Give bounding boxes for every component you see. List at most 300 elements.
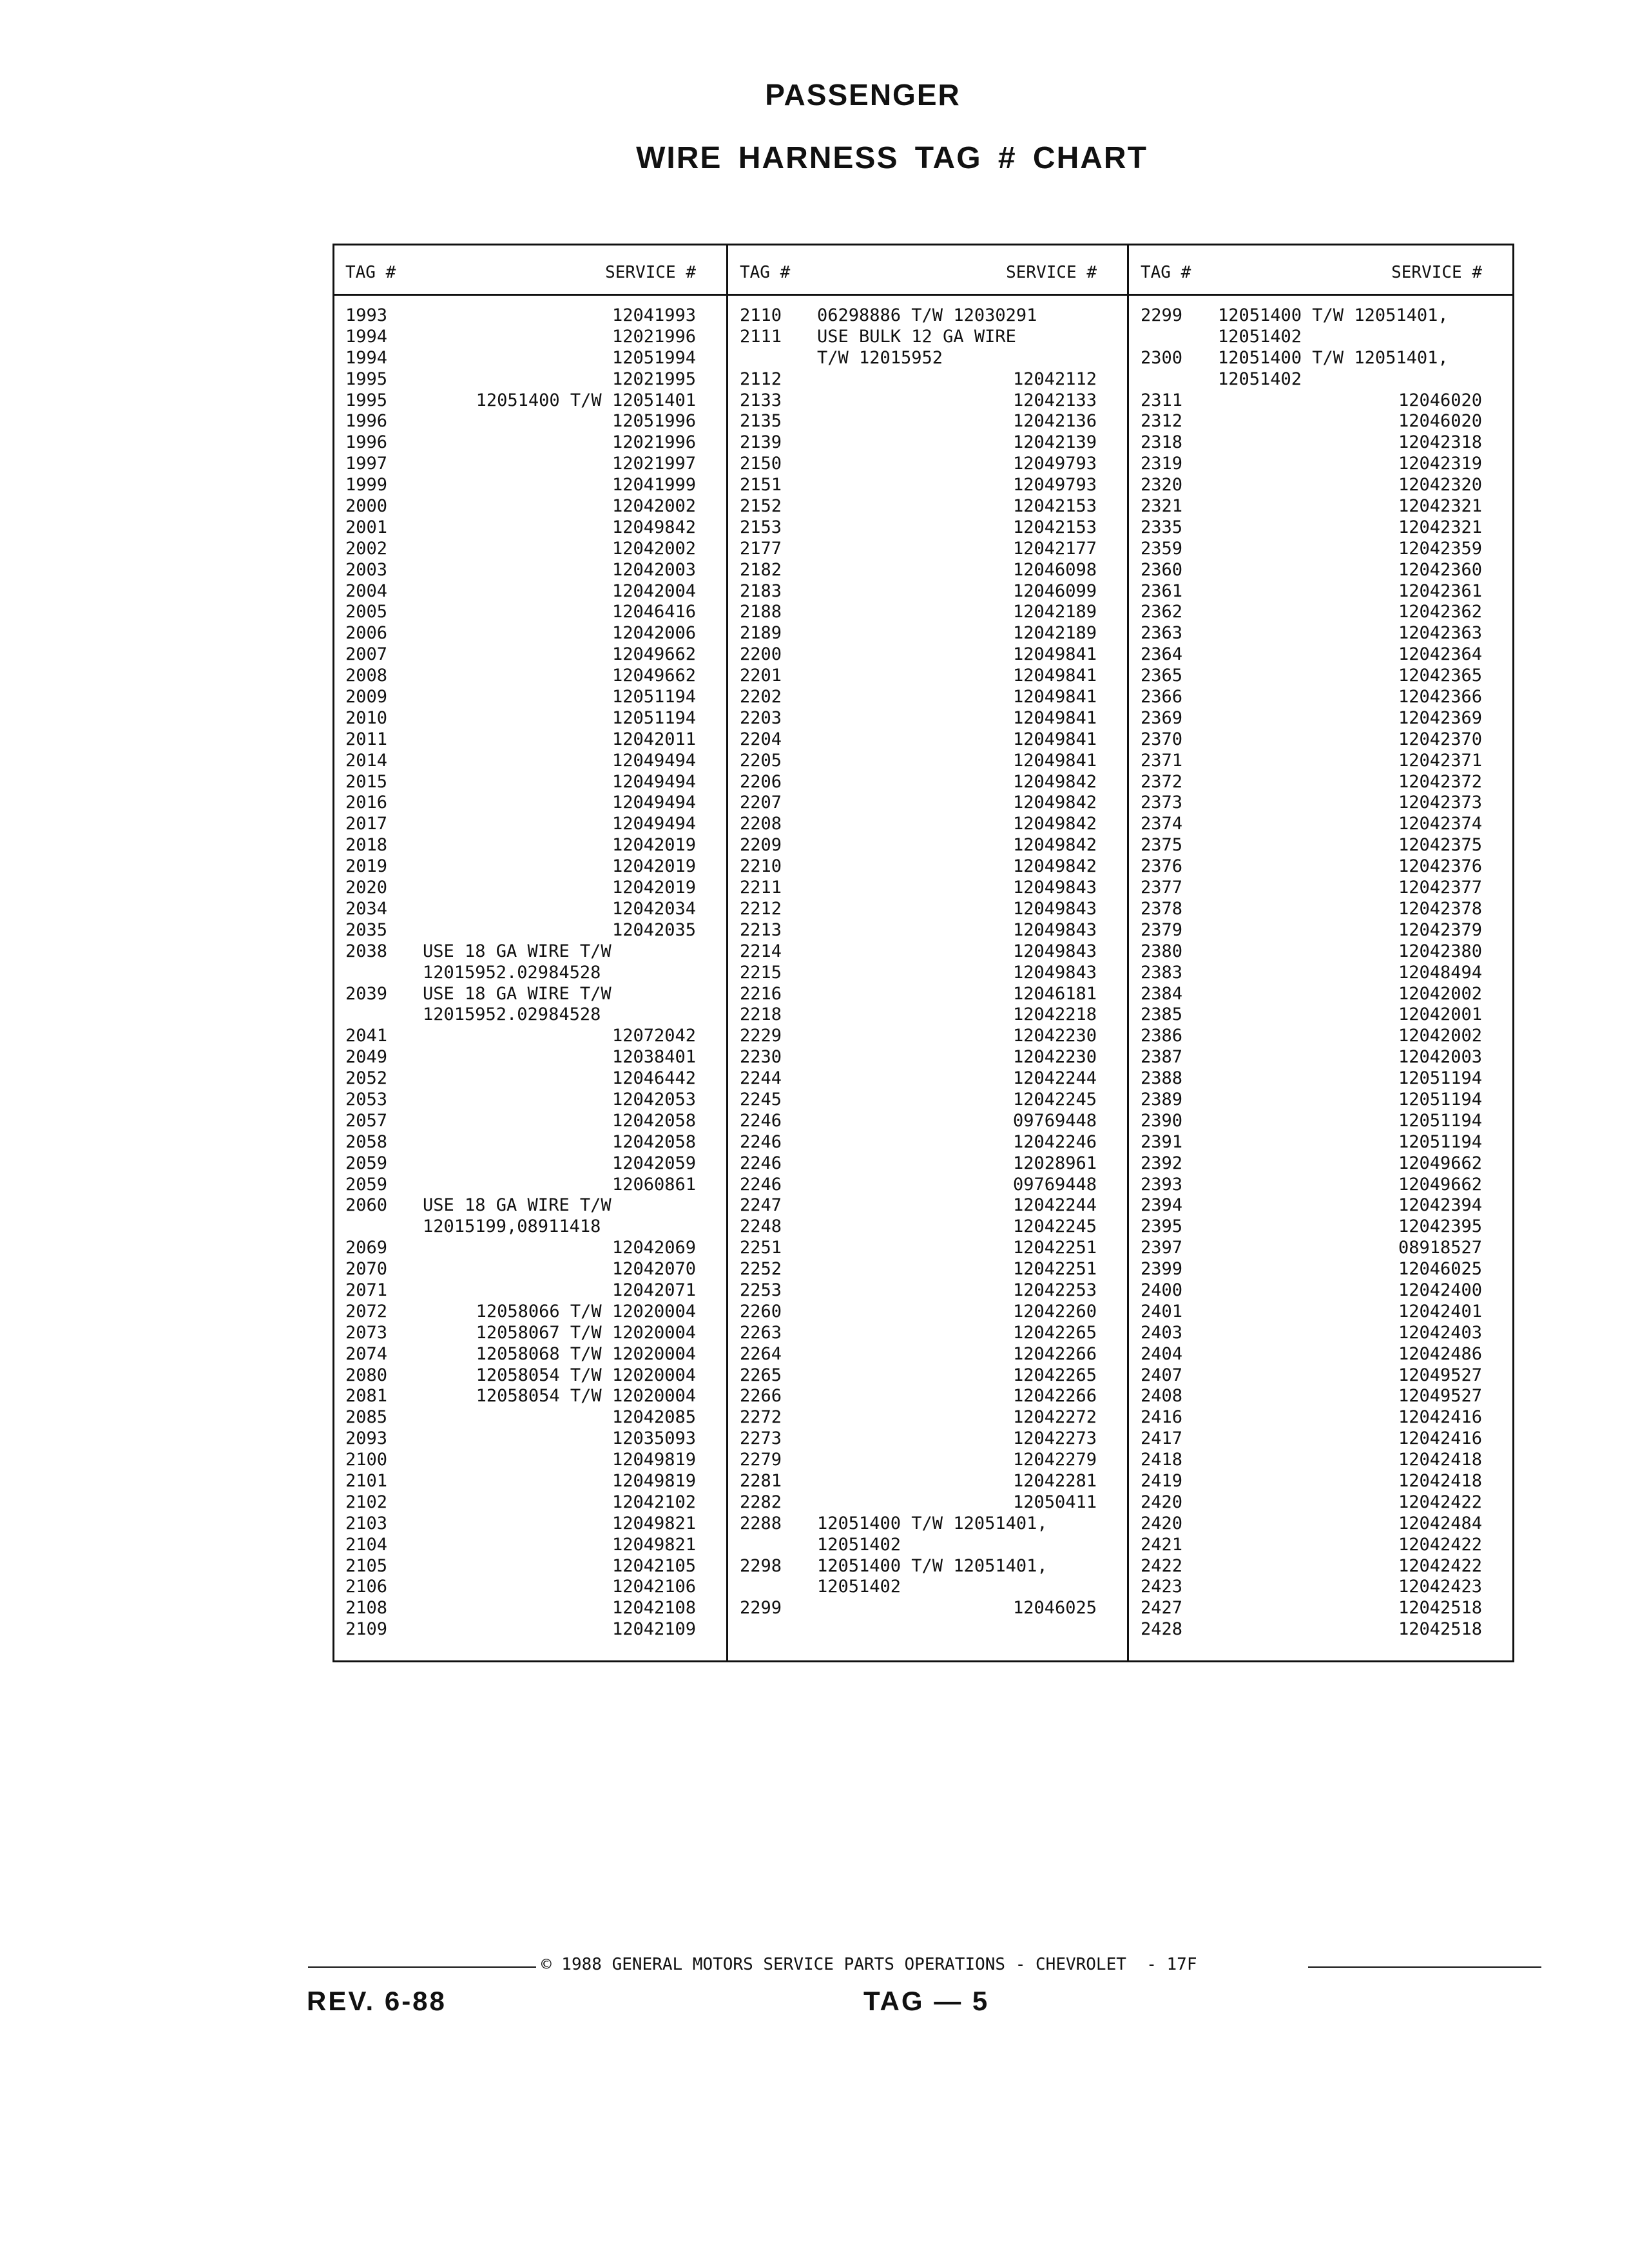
tag-number: 2420 xyxy=(1141,1492,1183,1512)
table-row xyxy=(1141,305,1482,327)
table-row xyxy=(345,1111,696,1132)
table-row xyxy=(740,475,1097,496)
service-number: 12049527 xyxy=(1398,1365,1482,1385)
service-number: 12051194 xyxy=(612,707,696,728)
tag-number: 2177 xyxy=(740,538,782,559)
service-number: 12042418 xyxy=(1398,1470,1482,1491)
table-row xyxy=(1141,454,1482,475)
service-number: 12049494 xyxy=(612,771,696,792)
tag-number: 2215 xyxy=(740,962,782,983)
table-row xyxy=(740,729,1097,751)
tag-number: 2081 xyxy=(345,1386,388,1407)
table-row xyxy=(740,1514,1097,1535)
table-row xyxy=(740,1259,1097,1280)
service-number: 12049843 xyxy=(1012,898,1097,919)
tag-number: 2205 xyxy=(740,750,782,771)
tag-number: 2418 xyxy=(1141,1450,1183,1470)
table-row xyxy=(740,666,1097,687)
table-row xyxy=(345,899,696,920)
service-number: 12042380 xyxy=(1398,941,1482,961)
table-row xyxy=(345,1535,696,1556)
table-row xyxy=(740,1365,1097,1387)
table-row xyxy=(740,644,1097,666)
service-number: USE 18 GA WIRE T/W xyxy=(423,941,612,961)
table-row xyxy=(740,1280,1097,1302)
table-row xyxy=(345,305,696,327)
tag-number: 2401 xyxy=(1141,1301,1183,1321)
service-number: 12021997 xyxy=(612,454,696,474)
table-row xyxy=(345,1302,696,1323)
tag-number: 2003 xyxy=(345,559,388,580)
tag-number: 2386 xyxy=(1141,1026,1183,1046)
table-row xyxy=(1141,560,1482,581)
service-number: 12042364 xyxy=(1398,644,1482,665)
table-row xyxy=(740,496,1097,517)
service-number: 12051194 xyxy=(1398,1110,1482,1131)
tag-number: 2209 xyxy=(740,835,782,856)
table-header-rule xyxy=(333,294,1514,296)
service-number: 12042371 xyxy=(1398,750,1482,771)
tag-number: 2111 xyxy=(740,326,782,347)
table-row xyxy=(1141,1004,1482,1026)
table-row xyxy=(1141,1365,1482,1387)
tag-number: 2370 xyxy=(1141,729,1183,749)
tag-number: 2104 xyxy=(345,1534,388,1555)
service-number: 12049662 xyxy=(1398,1174,1482,1195)
table-row xyxy=(345,1492,696,1514)
service-number: 12049842 xyxy=(1012,835,1097,856)
service-number: 12042106 xyxy=(612,1577,696,1597)
table-row xyxy=(345,1386,696,1407)
tag-number: 2385 xyxy=(1141,1004,1183,1025)
table-row xyxy=(345,1556,696,1577)
table-row xyxy=(1141,539,1482,560)
table-row xyxy=(1141,729,1482,751)
table-row xyxy=(345,1153,696,1175)
table-row xyxy=(345,1004,696,1026)
table-row xyxy=(1141,1153,1482,1175)
table-row xyxy=(1141,327,1482,348)
service-number: 12042266 xyxy=(1012,1343,1097,1364)
service-number: 12049842 xyxy=(1012,814,1097,834)
table-row xyxy=(1141,1407,1482,1428)
table-row xyxy=(740,1407,1097,1428)
tag-number: 2379 xyxy=(1141,919,1183,940)
tag-number: 2216 xyxy=(740,983,782,1004)
page-title: PASSENGER xyxy=(765,78,961,111)
service-number: 12051194 xyxy=(1398,1131,1482,1152)
service-number: 12042035 xyxy=(612,919,696,940)
service-number: 12042034 xyxy=(612,898,696,919)
service-number: 09769448 xyxy=(1012,1110,1097,1131)
tag-number: 2151 xyxy=(740,475,782,495)
footer-rule-right xyxy=(1308,1966,1541,1968)
service-header: SERVICE # xyxy=(1391,263,1482,282)
tag-number: 2244 xyxy=(740,1068,782,1089)
tag-number: 2400 xyxy=(1141,1280,1183,1300)
tag-number: 2207 xyxy=(740,793,782,813)
tag-number: 2010 xyxy=(345,707,388,728)
tag-number: 2260 xyxy=(740,1301,782,1321)
service-number: USE BULK 12 GA WIRE xyxy=(817,326,1016,347)
table-row xyxy=(345,560,696,581)
table-row xyxy=(740,1450,1097,1471)
tag-number: 2005 xyxy=(345,602,388,622)
tag-number: 2009 xyxy=(345,687,388,707)
tag-number: 2393 xyxy=(1141,1174,1183,1195)
service-number: 12042422 xyxy=(1398,1492,1482,1512)
service-number: 12051400 T/W 12051401 xyxy=(476,390,696,410)
tag-number: 2135 xyxy=(740,411,782,432)
tag-number: 2004 xyxy=(345,581,388,601)
tag-number: 2206 xyxy=(740,771,782,792)
table-row xyxy=(1141,751,1482,772)
page-tag: TAG — 5 xyxy=(863,1986,990,2016)
service-number: 12042400 xyxy=(1398,1280,1482,1300)
tag-number: 2102 xyxy=(345,1492,388,1512)
table-row xyxy=(740,963,1097,984)
table-row xyxy=(740,1471,1097,1492)
service-number: 12046025 xyxy=(1012,1598,1097,1619)
table-row xyxy=(740,369,1097,390)
table-row xyxy=(1141,1195,1482,1216)
service-number: 12049841 xyxy=(1012,666,1097,686)
table-row xyxy=(345,1450,696,1471)
service-number: 12042245 xyxy=(1012,1089,1097,1110)
column-rows xyxy=(740,305,1097,1619)
tag-number: 2018 xyxy=(345,835,388,856)
table-row xyxy=(740,793,1097,814)
service-number: 12042374 xyxy=(1398,814,1482,834)
tag-number: 2214 xyxy=(740,941,782,961)
service-number: 12042363 xyxy=(1398,623,1482,644)
tag-number: 2300 xyxy=(1141,347,1183,368)
service-number: 12042377 xyxy=(1398,878,1482,898)
service-number: 12072042 xyxy=(612,1026,696,1046)
table-row xyxy=(345,390,696,412)
tag-number: 1994 xyxy=(345,347,388,368)
service-number: 12042153 xyxy=(1012,517,1097,537)
tag-number: 2100 xyxy=(345,1450,388,1470)
tag-chart-table xyxy=(333,237,1514,1662)
tag-number: 2423 xyxy=(1141,1577,1183,1597)
service-number: 12042518 xyxy=(1398,1619,1482,1640)
service-number: 12042070 xyxy=(612,1259,696,1280)
service-number: 12042133 xyxy=(1012,390,1097,410)
table-row xyxy=(740,1556,1097,1577)
tag-number: 2229 xyxy=(740,1026,782,1046)
tag-number: 2202 xyxy=(740,687,782,707)
service-number: 12042001 xyxy=(1398,1004,1482,1025)
table-row xyxy=(345,644,696,666)
table-row xyxy=(740,1132,1097,1153)
tag-number: 2397 xyxy=(1141,1238,1183,1258)
service-number: T/W 12015952 xyxy=(817,347,943,368)
tag-number: 1996 xyxy=(345,432,388,453)
service-number: 12058054 T/W 12020004 xyxy=(476,1386,696,1407)
table-row xyxy=(345,369,696,390)
table-row xyxy=(740,856,1097,878)
service-number: 12042378 xyxy=(1398,898,1482,919)
service-number: 12049527 xyxy=(1398,1386,1482,1407)
service-number: 12049841 xyxy=(1012,644,1097,665)
tag-number: 2392 xyxy=(1141,1153,1183,1173)
tag-number: 2246 xyxy=(740,1131,782,1152)
service-number: 12049662 xyxy=(612,644,696,665)
table-row xyxy=(345,1344,696,1365)
tag-number: 2387 xyxy=(1141,1047,1183,1068)
table-row xyxy=(345,1598,696,1619)
service-number: 12042422 xyxy=(1398,1555,1482,1576)
service-number: 12042361 xyxy=(1398,581,1482,601)
service-number: 12049841 xyxy=(1012,750,1097,771)
tag-number: 2363 xyxy=(1141,623,1183,644)
table-bottom-rule xyxy=(333,1660,1514,1662)
tag-number: 2035 xyxy=(345,919,388,940)
service-number: 12042265 xyxy=(1012,1365,1097,1385)
table-row xyxy=(1141,1111,1482,1132)
tag-number: 2318 xyxy=(1141,432,1183,453)
tag-number: 2311 xyxy=(1141,390,1183,410)
table-row xyxy=(345,1577,696,1598)
service-number: 12060861 xyxy=(612,1174,696,1195)
tag-number: 2421 xyxy=(1141,1534,1183,1555)
service-number: 12051194 xyxy=(1398,1089,1482,1110)
service-number: 12042360 xyxy=(1398,559,1482,580)
service-number: 12042518 xyxy=(1398,1598,1482,1619)
tag-number: 2106 xyxy=(345,1577,388,1597)
tag-number: 2374 xyxy=(1141,814,1183,834)
service-number: 12042246 xyxy=(1012,1131,1097,1152)
service-number: 12051400 T/W 12051401, xyxy=(1218,347,1449,368)
tag-number: 2404 xyxy=(1141,1343,1183,1364)
service-number: 12042321 xyxy=(1398,517,1482,537)
tag-number: 2377 xyxy=(1141,878,1183,898)
table-row xyxy=(1141,1450,1482,1471)
table-row xyxy=(345,772,696,793)
service-number: 12051194 xyxy=(612,687,696,707)
service-number: 12042004 xyxy=(612,581,696,601)
service-number: 12042230 xyxy=(1012,1047,1097,1068)
tag-number: 2408 xyxy=(1141,1386,1183,1407)
service-number: 12042395 xyxy=(1398,1216,1482,1237)
tag-number: 2417 xyxy=(1141,1428,1183,1449)
tag-number: 2020 xyxy=(345,878,388,898)
table-row xyxy=(345,1047,696,1068)
table-row xyxy=(740,560,1097,581)
table-row xyxy=(740,878,1097,899)
table-row xyxy=(1141,1068,1482,1090)
tag-number: 2282 xyxy=(740,1492,782,1512)
service-number: 12049842 xyxy=(1012,771,1097,792)
service-number: 12046025 xyxy=(1398,1259,1482,1280)
table-row xyxy=(1141,348,1482,369)
tag-number: 2391 xyxy=(1141,1131,1183,1152)
service-number: 12046099 xyxy=(1012,581,1097,601)
service-number: 12042058 xyxy=(612,1131,696,1152)
tag-number: 2073 xyxy=(345,1322,388,1343)
tag-number: 2105 xyxy=(345,1555,388,1576)
tag-number: 2049 xyxy=(345,1047,388,1068)
service-number: 12042085 xyxy=(612,1407,696,1428)
table-row xyxy=(740,1090,1097,1111)
service-number: 12049494 xyxy=(612,750,696,771)
service-number: 12042320 xyxy=(1398,475,1482,495)
tag-number: 2246 xyxy=(740,1110,782,1131)
service-number: 12042319 xyxy=(1398,454,1482,474)
service-number: 12049841 xyxy=(1012,729,1097,749)
table-row xyxy=(1141,708,1482,729)
service-number: 12049821 xyxy=(612,1513,696,1533)
service-number: 12042019 xyxy=(612,856,696,877)
service-number: 12042189 xyxy=(1012,623,1097,644)
tag-number: 2375 xyxy=(1141,835,1183,856)
tag-number: 2001 xyxy=(345,517,388,537)
tag-number: 2364 xyxy=(1141,644,1183,665)
table-row xyxy=(1141,581,1482,602)
tag-number: 2373 xyxy=(1141,793,1183,813)
service-number: 12021996 xyxy=(612,432,696,453)
tag-number: 2369 xyxy=(1141,707,1183,728)
tag-number: 2218 xyxy=(740,1004,782,1025)
table-row xyxy=(1141,1047,1482,1068)
table-row xyxy=(1141,666,1482,687)
table-row xyxy=(740,687,1097,708)
tag-number: 2299 xyxy=(1141,305,1183,325)
table-row xyxy=(1141,1323,1482,1344)
table-row xyxy=(1141,1428,1482,1450)
table-row xyxy=(345,1090,696,1111)
footer-rule-left xyxy=(308,1966,536,1968)
table-row xyxy=(345,327,696,348)
service-number: 12049841 xyxy=(1012,687,1097,707)
tag-number: 2070 xyxy=(345,1259,388,1280)
tag-number: 2416 xyxy=(1141,1407,1183,1428)
table-row xyxy=(345,1428,696,1450)
table-row xyxy=(740,984,1097,1005)
table-row xyxy=(345,1238,696,1259)
service-number: 12042112 xyxy=(1012,369,1097,389)
table-row xyxy=(740,1428,1097,1450)
service-number: 12021995 xyxy=(612,369,696,389)
table-row xyxy=(740,305,1097,327)
service-number: 12051402 xyxy=(1218,326,1302,347)
service-number: 12050411 xyxy=(1012,1492,1097,1512)
tag-number: 2371 xyxy=(1141,750,1183,771)
service-number: 12042422 xyxy=(1398,1534,1482,1555)
table-row xyxy=(1141,687,1482,708)
table-row xyxy=(345,1471,696,1492)
table-row xyxy=(740,1386,1097,1407)
service-number: 12042394 xyxy=(1398,1195,1482,1216)
service-number: 12051402 xyxy=(817,1534,901,1555)
table-row xyxy=(740,1047,1097,1068)
table-row xyxy=(740,517,1097,539)
table-row xyxy=(740,1068,1097,1090)
column-divider xyxy=(726,244,728,1662)
table-row xyxy=(1141,475,1482,496)
service-number: 12042260 xyxy=(1012,1301,1097,1321)
table-row xyxy=(345,1195,696,1216)
table-row xyxy=(740,539,1097,560)
service-number: 12042266 xyxy=(1012,1386,1097,1407)
tag-number: 2204 xyxy=(740,729,782,749)
tag-number: 2252 xyxy=(740,1259,782,1280)
tag-number: 2384 xyxy=(1141,983,1183,1004)
tag-number: 2395 xyxy=(1141,1216,1183,1237)
service-number: 12042373 xyxy=(1398,793,1482,813)
service-number: 12042251 xyxy=(1012,1238,1097,1258)
tag-number: 2389 xyxy=(1141,1089,1183,1110)
tag-number: 2203 xyxy=(740,707,782,728)
tag-number: 2000 xyxy=(345,496,388,517)
tag-number: 2019 xyxy=(345,856,388,877)
table-row xyxy=(740,1004,1097,1026)
service-number: 12042379 xyxy=(1398,919,1482,940)
tag-number: 2419 xyxy=(1141,1470,1183,1491)
service-number: 12051400 T/W 12051401, xyxy=(817,1513,1048,1533)
service-number: 12049842 xyxy=(1012,793,1097,813)
service-number: 12042003 xyxy=(1398,1047,1482,1068)
table-row xyxy=(1141,1577,1482,1598)
table-row xyxy=(740,1577,1097,1598)
tag-number: 2253 xyxy=(740,1280,782,1300)
service-number: 12049662 xyxy=(612,666,696,686)
tag-number: 2366 xyxy=(1141,687,1183,707)
table-row xyxy=(345,602,696,623)
table-row xyxy=(345,496,696,517)
table-row xyxy=(1141,1556,1482,1577)
table-row xyxy=(740,772,1097,793)
tag-number: 2103 xyxy=(345,1513,388,1533)
tag-number: 2011 xyxy=(345,729,388,749)
table-row xyxy=(740,411,1097,432)
table-row xyxy=(1141,517,1482,539)
service-number: 12042058 xyxy=(612,1110,696,1131)
service-number: 12015952.02984528 xyxy=(423,962,601,983)
service-number: 12042002 xyxy=(612,538,696,559)
service-number: 12042019 xyxy=(612,878,696,898)
table-row xyxy=(345,835,696,856)
tag-number: 2365 xyxy=(1141,666,1183,686)
service-number: 12042189 xyxy=(1012,602,1097,622)
service-number: USE 18 GA WIRE T/W xyxy=(423,983,612,1004)
table-row xyxy=(1141,644,1482,666)
service-number: 12042272 xyxy=(1012,1407,1097,1428)
service-number: 12051402 xyxy=(1218,369,1302,389)
service-number: 12042265 xyxy=(1012,1322,1097,1343)
service-number: 12042109 xyxy=(612,1619,696,1640)
tag-number: 1996 xyxy=(345,411,388,432)
table-row xyxy=(740,1302,1097,1323)
table-top-rule xyxy=(333,244,1514,245)
column-divider xyxy=(1127,244,1129,1662)
table-row xyxy=(345,920,696,941)
service-number: 12042370 xyxy=(1398,729,1482,749)
tag-number: 2150 xyxy=(740,454,782,474)
table-row xyxy=(345,581,696,602)
service-number: 12042279 xyxy=(1012,1450,1097,1470)
service-header: SERVICE # xyxy=(605,263,696,282)
table-row xyxy=(345,856,696,878)
table-row xyxy=(1141,369,1482,390)
service-number: 12042019 xyxy=(612,835,696,856)
service-number: 12021996 xyxy=(612,326,696,347)
service-number: 12042372 xyxy=(1398,771,1482,792)
table-row xyxy=(1141,1090,1482,1111)
service-number: 12058054 T/W 12020004 xyxy=(476,1365,696,1385)
table-row xyxy=(1141,1492,1482,1514)
